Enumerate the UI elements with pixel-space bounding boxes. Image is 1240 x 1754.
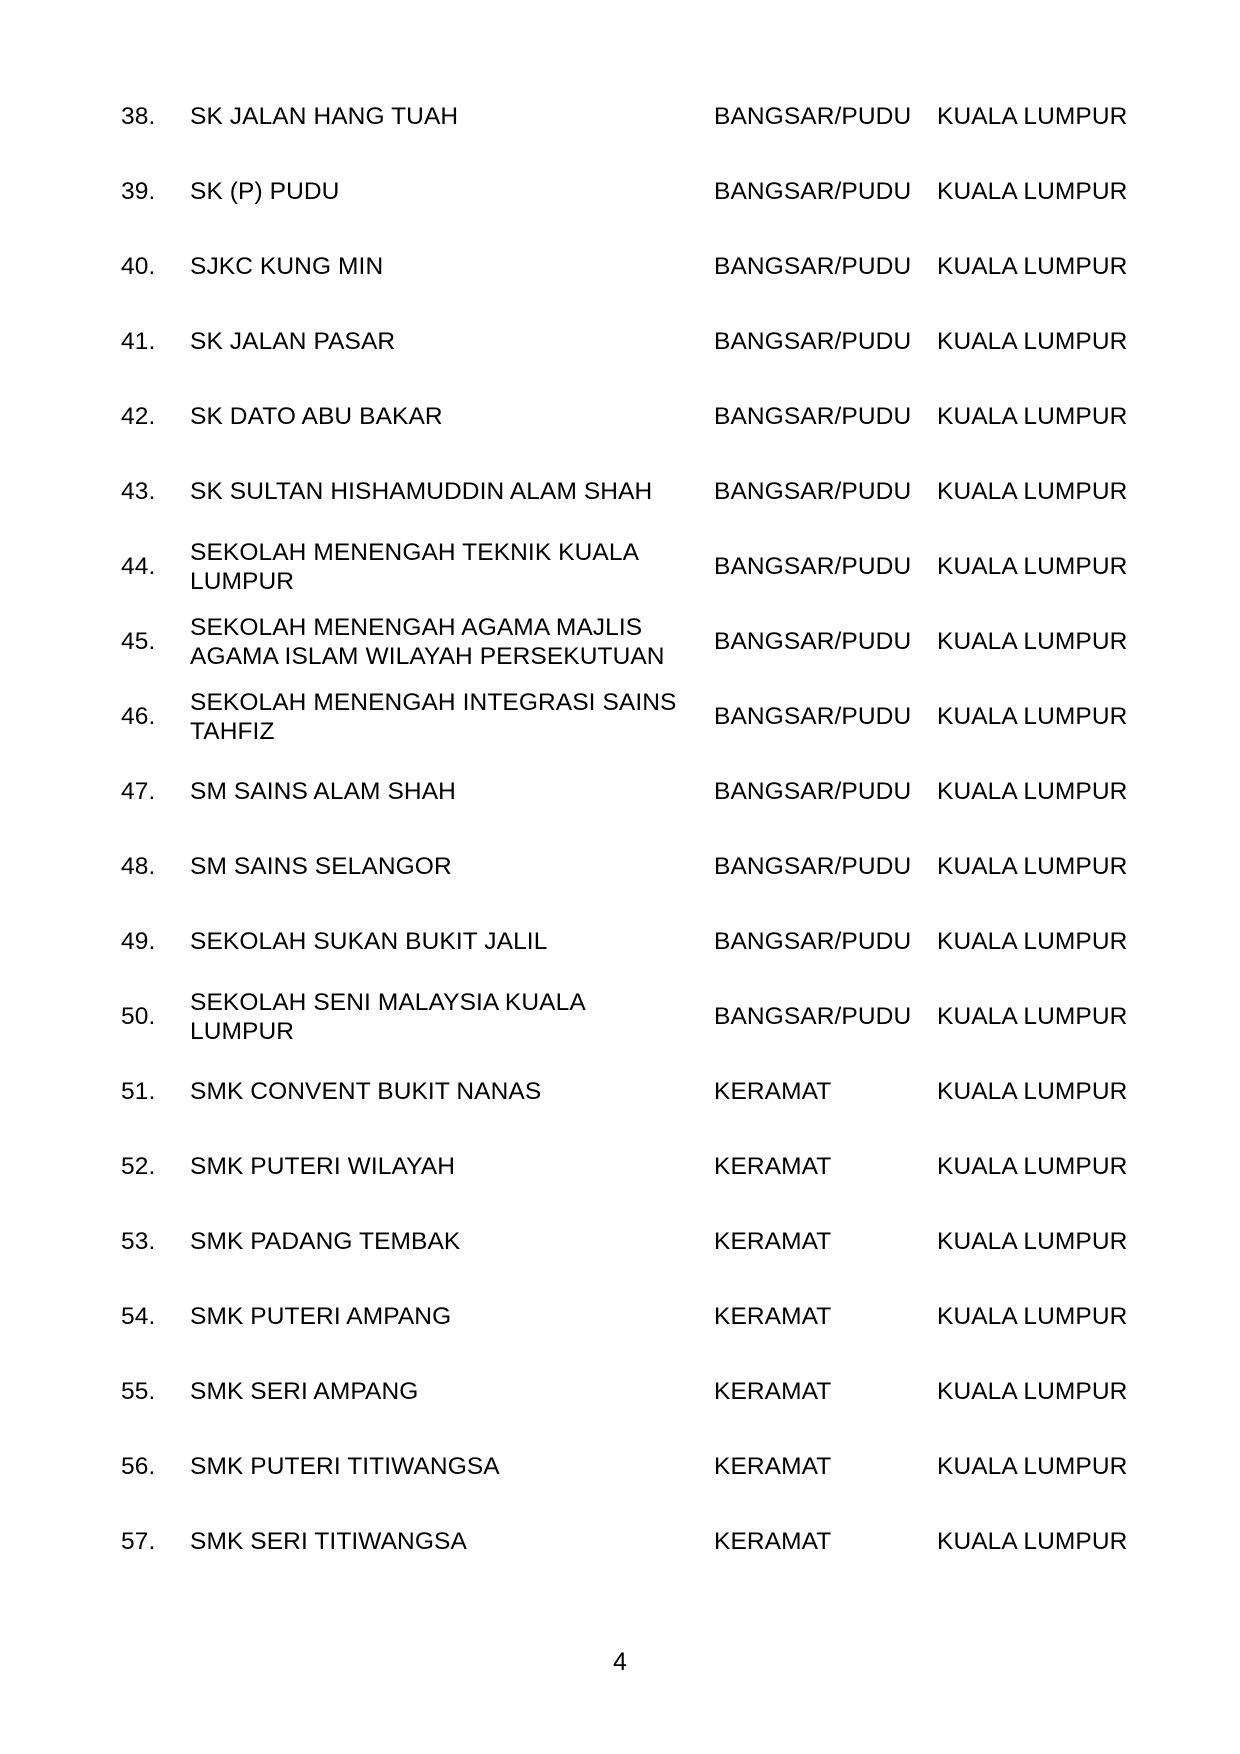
row-number: 55.	[121, 1378, 156, 1405]
state-name: KUALA LUMPUR	[937, 628, 1128, 655]
school-name: SK JALAN HANG TUAH	[190, 103, 459, 130]
state-name: KUALA LUMPUR	[937, 1453, 1128, 1480]
list-item	[0, 604, 1240, 679]
row-number: 53.	[121, 1228, 156, 1255]
state-name: KUALA LUMPUR	[937, 553, 1128, 580]
state-name: KUALA LUMPUR	[937, 1153, 1128, 1180]
zone-name: KERAMAT	[714, 1078, 832, 1105]
school-name: SMK SERI AMPANG	[190, 1378, 419, 1405]
row-number: 38.	[121, 103, 156, 130]
school-name: SK (P) PUDU	[190, 178, 340, 205]
zone-name: KERAMAT	[714, 1378, 832, 1405]
page-number: 4	[613, 1648, 627, 1676]
state-name: KUALA LUMPUR	[937, 1003, 1128, 1030]
row-number: 45.	[121, 628, 156, 655]
school-list	[0, 79, 1240, 1579]
list-item	[0, 454, 1240, 529]
zone-name: BANGSAR/PUDU	[714, 1003, 912, 1030]
list-item	[0, 154, 1240, 229]
state-name: KUALA LUMPUR	[937, 1228, 1128, 1255]
school-name: SK JALAN PASAR	[190, 328, 396, 355]
list-item	[0, 529, 1240, 604]
row-number: 46.	[121, 703, 156, 730]
list-item	[0, 829, 1240, 904]
state-name: KUALA LUMPUR	[937, 778, 1128, 805]
zone-name: KERAMAT	[714, 1153, 832, 1180]
zone-name: KERAMAT	[714, 1228, 832, 1255]
zone-name: BANGSAR/PUDU	[714, 328, 912, 355]
list-item	[0, 679, 1240, 754]
row-number: 54.	[121, 1303, 156, 1330]
state-name: KUALA LUMPUR	[937, 1303, 1128, 1330]
school-name: SK DATO ABU BAKAR	[190, 403, 443, 430]
row-number: 50.	[121, 1003, 156, 1030]
list-item	[0, 1354, 1240, 1429]
school-name: SEKOLAH SUKAN BUKIT JALIL	[190, 928, 548, 955]
state-name: KUALA LUMPUR	[937, 478, 1128, 505]
school-name: SMK CONVENT BUKIT NANAS	[190, 1078, 542, 1105]
school-name: SMK PUTERI TITIWANGSA	[190, 1453, 500, 1480]
row-number: 40.	[121, 253, 156, 280]
state-name: KUALA LUMPUR	[937, 403, 1128, 430]
zone-name: KERAMAT	[714, 1528, 832, 1555]
state-name: KUALA LUMPUR	[937, 703, 1128, 730]
school-name: SMK SERI TITIWANGSA	[190, 1528, 467, 1555]
zone-name: BANGSAR/PUDU	[714, 853, 912, 880]
list-item	[0, 1054, 1240, 1129]
list-item	[0, 1129, 1240, 1204]
school-name: SEKOLAH MENENGAH INTEGRASI SAINS TAHFIZ	[190, 688, 677, 745]
school-name: SEKOLAH MENENGAH AGAMA MAJLIS AGAMA ISLAM WILAYAH PERSEKUTUAN	[190, 613, 665, 670]
list-item	[0, 79, 1240, 154]
state-name: KUALA LUMPUR	[937, 1078, 1128, 1105]
zone-name: BANGSAR/PUDU	[714, 778, 912, 805]
school-name: SMK PUTERI AMPANG	[190, 1303, 452, 1330]
row-number: 48.	[121, 853, 156, 880]
state-name: KUALA LUMPUR	[937, 253, 1128, 280]
row-number: 41.	[121, 328, 156, 355]
state-name: KUALA LUMPUR	[937, 1528, 1128, 1555]
school-name: SEKOLAH MENENGAH TEKNIK KUALA LUMPUR	[190, 538, 638, 595]
zone-name: BANGSAR/PUDU	[714, 253, 912, 280]
list-item	[0, 1429, 1240, 1504]
row-number: 43.	[121, 478, 156, 505]
school-name: SEKOLAH SENI MALAYSIA KUALA LUMPUR	[190, 988, 585, 1045]
row-number: 51.	[121, 1078, 156, 1105]
zone-name: KERAMAT	[714, 1303, 832, 1330]
list-item	[0, 379, 1240, 454]
state-name: KUALA LUMPUR	[937, 103, 1128, 130]
school-name: SM SAINS SELANGOR	[190, 853, 452, 880]
list-item	[0, 1504, 1240, 1579]
row-number: 39.	[121, 178, 156, 205]
state-name: KUALA LUMPUR	[937, 853, 1128, 880]
row-number: 57.	[121, 1528, 156, 1555]
school-name: SM SAINS ALAM SHAH	[190, 778, 456, 805]
zone-name: BANGSAR/PUDU	[714, 628, 912, 655]
school-name: SJKC KUNG MIN	[190, 253, 384, 280]
list-item	[0, 229, 1240, 304]
list-item	[0, 979, 1240, 1054]
zone-name: BANGSAR/PUDU	[714, 478, 912, 505]
zone-name: BANGSAR/PUDU	[714, 403, 912, 430]
list-item	[0, 904, 1240, 979]
zone-name: BANGSAR/PUDU	[714, 178, 912, 205]
school-name: SMK PUTERI WILAYAH	[190, 1153, 455, 1180]
zone-name: BANGSAR/PUDU	[714, 928, 912, 955]
row-number: 56.	[121, 1453, 156, 1480]
row-number: 42.	[121, 403, 156, 430]
school-name: SMK PADANG TEMBAK	[190, 1228, 461, 1255]
list-item	[0, 304, 1240, 379]
zone-name: BANGSAR/PUDU	[714, 103, 912, 130]
state-name: KUALA LUMPUR	[937, 928, 1128, 955]
state-name: KUALA LUMPUR	[937, 328, 1128, 355]
zone-name: KERAMAT	[714, 1453, 832, 1480]
zone-name: BANGSAR/PUDU	[714, 703, 912, 730]
school-name: SK SULTAN HISHAMUDDIN ALAM SHAH	[190, 478, 653, 505]
list-item	[0, 754, 1240, 829]
row-number: 52.	[121, 1153, 156, 1180]
state-name: KUALA LUMPUR	[937, 178, 1128, 205]
row-number: 49.	[121, 928, 156, 955]
zone-name: BANGSAR/PUDU	[714, 553, 912, 580]
state-name: KUALA LUMPUR	[937, 1378, 1128, 1405]
list-item	[0, 1279, 1240, 1354]
row-number: 44.	[121, 553, 156, 580]
list-item	[0, 1204, 1240, 1279]
row-number: 47.	[121, 778, 156, 805]
